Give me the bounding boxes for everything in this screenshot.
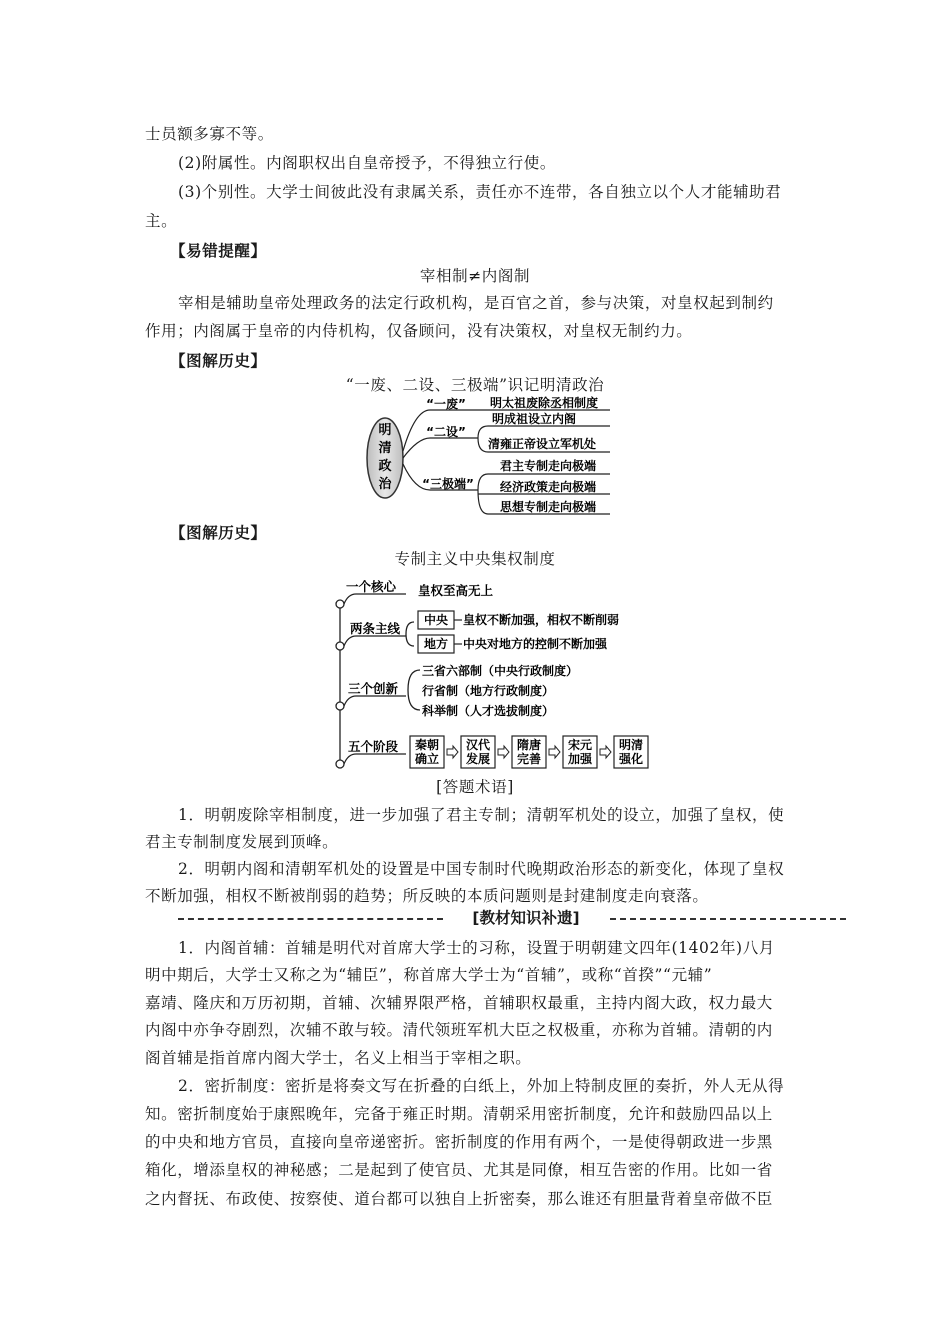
supplement-heading: [教材知识补遗] bbox=[472, 909, 580, 927]
center-char: 清 bbox=[378, 441, 392, 456]
mingqing-politics-diagram bbox=[360, 396, 620, 520]
stage-label: 秦朝 bbox=[414, 738, 440, 752]
line-text: 中央对地方的控制不断加强 bbox=[463, 637, 608, 651]
arrow-icon bbox=[600, 746, 611, 758]
section-separator bbox=[178, 906, 846, 932]
stage-label: 加强 bbox=[567, 752, 593, 766]
line-box-label: 地方 bbox=[423, 637, 449, 651]
arrow-icon bbox=[498, 746, 509, 758]
stage-label: 汉代 bbox=[465, 738, 491, 752]
leaf-label: 经济政策走向极端 bbox=[500, 480, 597, 494]
section-label: 【图解历史】 bbox=[170, 351, 267, 370]
row-label: 两条主线 bbox=[350, 621, 401, 636]
innovation-text: 科举制（人才选拔制度） bbox=[422, 704, 555, 718]
text-line: (2)附属性。内阁职权出自皇帝授予，不得独立行使。 bbox=[178, 154, 556, 172]
text-line: 箱化，增添皇权的神秘感；二是起到了使官员、尤其是同僚，相互告密的作用。比如一省 bbox=[145, 1161, 773, 1179]
branch-label: “一废” bbox=[426, 397, 466, 411]
text-line: 明中期后，大学士又称之为“辅臣”，称首席大学士为“首辅”，或称“首揆”“元辅” bbox=[145, 966, 713, 984]
text-line: 阁首辅是指首席内阁大学士，名义上相当于宰相之职。 bbox=[145, 1049, 532, 1067]
diagram-title: 专制主义中央集权制度 bbox=[394, 550, 556, 568]
branch-label: “三极端” bbox=[422, 477, 474, 491]
stage-label: 宋元 bbox=[567, 738, 593, 752]
text-line: 的中央和地方官员，直接向皇帝递密折。密折制度的作用有两个，一是使得朝政进一步黑 bbox=[145, 1133, 773, 1151]
center-char: 治 bbox=[378, 477, 392, 492]
text-line: 嘉靖、隆庆和万历初期，首辅、次辅界限严格，首辅职权最重，主持内阁大政，权力最大 bbox=[145, 994, 773, 1012]
diagram-title: “一废、二设、三极端”识记明清政治 bbox=[345, 376, 605, 394]
text-line: 知。密折制度始于康熙晚年，完备于雍正时期。清朝采用密折制度，允许和鼓励四品以上 bbox=[145, 1105, 773, 1123]
stage-label: 强化 bbox=[618, 752, 644, 766]
arrow-icon bbox=[447, 746, 458, 758]
autocracy-system-diagram bbox=[330, 574, 660, 774]
leaf-label: 君主专制走向极端 bbox=[500, 459, 597, 473]
branch-label: “二设” bbox=[426, 425, 466, 439]
text-line: 1．明朝废除宰相制度，进一步加强了君主专制；清朝军机处的设立，加强了皇权，使 bbox=[178, 806, 785, 824]
innovation-text: 三省六部制（中央行政制度） bbox=[422, 664, 579, 678]
text-line: (3)个别性。大学士间彼此没有隶属关系，责任亦不连带，各自独立以个人才能辅助君 bbox=[178, 183, 782, 201]
center-char: 政 bbox=[378, 459, 392, 474]
row-label: 三个创新 bbox=[348, 681, 399, 696]
text-line: 1．内阁首辅：首辅是明代对首席大学士的习称，设置于明朝建文四年(1402年)八月 bbox=[178, 939, 775, 957]
line-text: 皇权不断加强，相权不断削弱 bbox=[463, 613, 620, 627]
text-line: 宰相是辅助皇帝处理政务的法定行政机构，是百官之首，参与决策，对皇权起到制约 bbox=[178, 294, 774, 312]
row-label: 一个核心 bbox=[346, 579, 397, 594]
stage-label: 发展 bbox=[465, 752, 491, 766]
text-line: 内阁中亦争夺剧烈，次辅不敢与较。清代领班军机大臣之权极重，亦称为首辅。清朝的内 bbox=[145, 1021, 773, 1039]
text-line: 君主专制制度发展到顶峰。 bbox=[145, 833, 339, 851]
arrow-icon bbox=[549, 746, 560, 758]
leaf-label: 清雍正帝设立军机处 bbox=[488, 437, 597, 451]
section-title: 宰相制≠内阁制 bbox=[419, 267, 531, 285]
stage-label: 确立 bbox=[414, 752, 440, 766]
text-line: 士员额多寡不等。 bbox=[145, 125, 274, 143]
center-char: 明 bbox=[378, 423, 392, 438]
text-line: 之内督抚、布政使、按察使、道台都可以独自上折密奏，那么谁还有胆量背着皇帝做不臣 bbox=[145, 1190, 773, 1208]
leaf-label: 思想专制走向极端 bbox=[500, 500, 597, 514]
text-line: 2．密折制度：密折是将奏文写在折叠的白纸上，外加上特制皮匣的奏折，外人无从得 bbox=[178, 1077, 785, 1095]
stage-label: 完善 bbox=[516, 752, 542, 766]
leaf-label: 明成祖设立内阁 bbox=[492, 412, 577, 426]
section-label: 【易错提醒】 bbox=[170, 241, 267, 260]
text-line: 不断加强，相权不断被削弱的趋势；所反映的本质问题则是封建制度走向衰落。 bbox=[145, 887, 709, 905]
text-line: 主。 bbox=[145, 212, 178, 230]
stage-label: 明清 bbox=[618, 738, 644, 752]
text-line: 2．明朝内阁和清朝军机处的设置是中国专制时代晚期政治形态的新变化，体现了皇权 bbox=[178, 860, 785, 878]
text-line: 作用；内阁属于皇帝的内侍机构，仅备顾问，没有决策权，对皇权无制约力。 bbox=[145, 322, 693, 340]
stage-label: 隋唐 bbox=[516, 738, 542, 752]
section-label: 【图解历史】 bbox=[170, 523, 267, 542]
innovation-text: 行省制（地方行政制度） bbox=[422, 684, 555, 698]
line-box-label: 中央 bbox=[423, 613, 449, 627]
term-heading: [答题术语] bbox=[436, 778, 514, 796]
core-text: 皇权至高无上 bbox=[418, 583, 494, 598]
leaf-label: 明太祖废除丞相制度 bbox=[490, 396, 599, 410]
row-label: 五个阶段 bbox=[348, 739, 399, 754]
